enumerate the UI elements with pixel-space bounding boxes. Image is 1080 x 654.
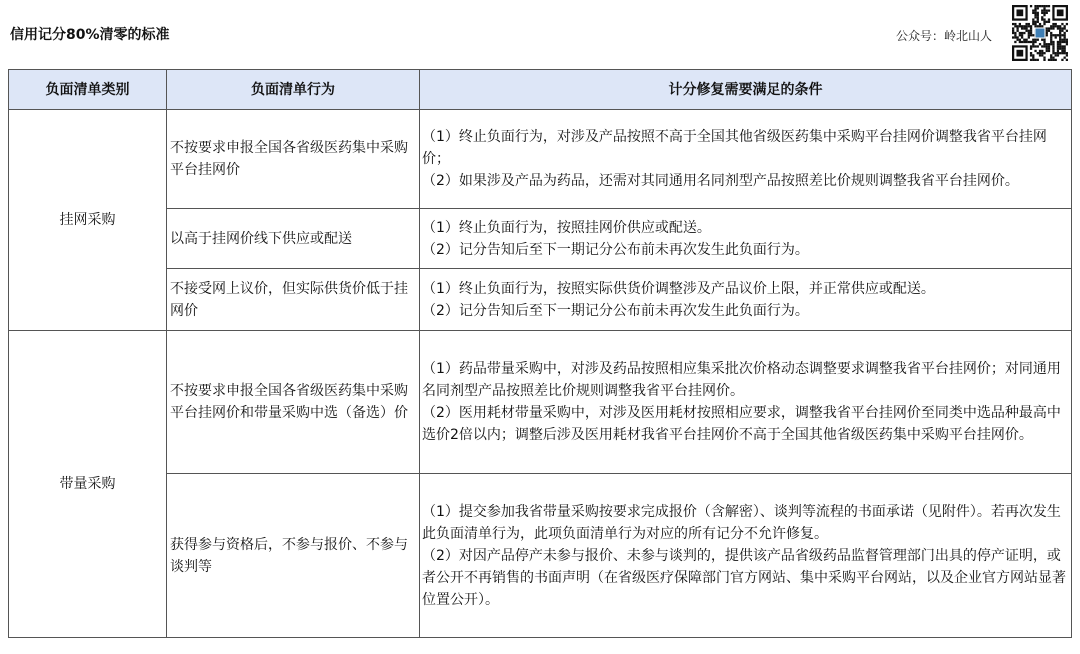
condition-item: （2）对因产品停产未参与报价、未参与谈判的，提供该产品省级药品监督管理部门出具的停产证明，或者公开不再销售的书面声明（在省级医疗保障部门官方网站、集中采购平台网站，以及企业官方网站显著位置公开）。 — [422, 547, 1066, 608]
table-row — [9, 474, 1072, 638]
condition-item: （1）药品带量采购中，对涉及药品按照相应集采批次价格动态调整要求调整我省平台挂网价；对同通用名同剂型产品按照差比价规则调整我省平台挂网价。 — [422, 361, 1061, 399]
table-row — [9, 209, 1072, 269]
behavior-cell: 获得参与资格后，不参与报价、不参与谈判等 — [167, 474, 420, 638]
condition-item: （1）终止负面行为，对涉及产品按照不高于全国其他省级医药集中采购平台挂网价调整我省平台挂网价； — [422, 129, 1047, 167]
condition-item: （1）终止负面行为，按照挂网价供应或配送。 — [422, 219, 711, 236]
condition-item: （2）记分告知后至下一期记分公布前未再次发生此负面行为。 — [422, 241, 809, 258]
table-header-row — [9, 70, 1072, 110]
behavior-cell: 以高于挂网价线下供应或配送 — [167, 209, 420, 269]
behavior-cell: 不按要求申报全国各省级医药集中采购平台挂网价 — [167, 110, 420, 209]
document-title: 信用记分80%清零的标准 — [10, 27, 170, 43]
conditions-cell — [420, 269, 1072, 331]
condition-item: （2）如果涉及产品为药品，还需对其同通用名同剂型产品按照差比价规则调整我省平台挂网价。 — [422, 173, 1019, 189]
header-conditions: 计分修复需要满足的条件 — [420, 70, 1072, 110]
category-cell: 带量采购 — [9, 331, 167, 638]
header-category: 负面清单类别 — [9, 70, 167, 110]
conditions-cell — [420, 209, 1072, 269]
behavior-cell: 不按要求申报全国各省级医药集中采购平台挂网价和带量采购中选（备选）价 — [167, 331, 420, 474]
negative-list-table — [8, 69, 1072, 638]
condition-item: （2）医用耗材带量采购中，对涉及医用耗材按照相应要求，调整我省平台挂网价至同类中选品种最高中选价2倍以内；调整后涉及医用耗材我省平台挂网价不高于全国其他省级医药集中采购平台挂网价。 — [422, 405, 1061, 443]
conditions-cell — [420, 474, 1072, 638]
condition-item: （2）记分告知后至下一期记分公布前未再次发生此负面行为。 — [422, 302, 809, 319]
table-row — [9, 110, 1072, 209]
conditions-cell — [420, 110, 1072, 209]
category-cell: 挂网采购 — [9, 110, 167, 331]
behavior-cell: 不接受网上议价，但实际供货价低于挂网价 — [167, 269, 420, 331]
table-row — [9, 269, 1072, 331]
source-label: 公众号：岭北山人 — [895, 29, 992, 43]
qr-code-icon — [1012, 5, 1068, 61]
condition-item: （1）终止负面行为，按照实际供货价调整涉及产品议价上限，并正常供应或配送。 — [422, 280, 935, 297]
condition-item: （1）提交参加我省带量采购按要求完成报价（含解密）、谈判等流程的书面承诺（见附件）。若再次发生此负面清单行为，此项负面清单行为对应的所有记分不允许修复。 — [422, 503, 1061, 542]
header-behavior: 负面清单行为 — [167, 70, 420, 110]
table-row — [9, 331, 1072, 474]
conditions-cell — [420, 331, 1072, 474]
